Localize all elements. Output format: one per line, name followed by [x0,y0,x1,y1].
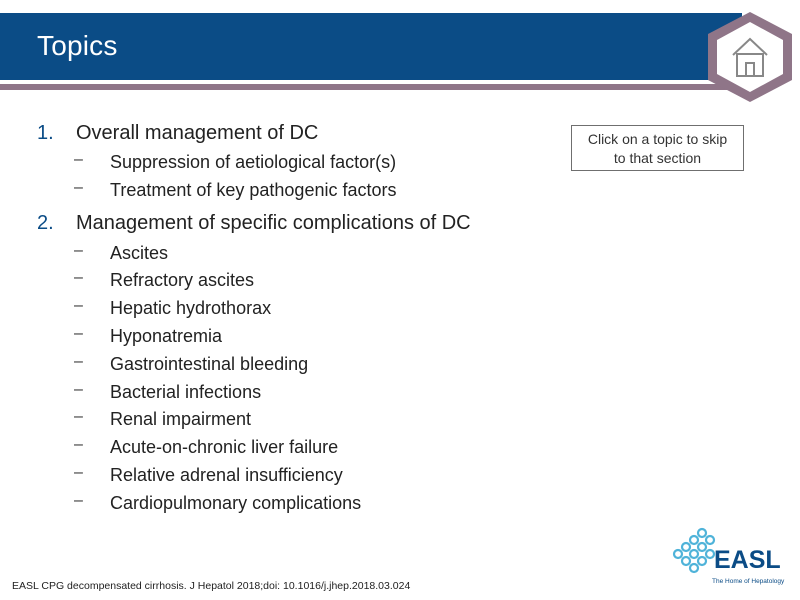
logo-name: EASL [714,546,781,574]
header-divider [0,84,760,90]
dash-bullet: – [74,491,83,509]
subitem-label: Hepatic hydrothorax [110,298,272,319]
subitem-label: Renal impairment [110,409,252,430]
subitem-renal-impairment[interactable] [0,408,560,436]
dash-bullet: – [74,380,83,398]
subitem-cardiopulmonary[interactable] [0,492,560,520]
topic-number: 2. [37,211,54,234]
subitem-label: Suppression of aetiological factor(s) [110,152,397,172]
subitem-hyponatremia[interactable] [0,325,560,353]
subitem-label: Acute-on-chronic liver failure [110,437,339,458]
dash-bullet: – [74,408,83,426]
subitem-label: Refractory ascites [110,270,255,291]
home-button[interactable] [706,10,794,104]
subitem-suppression[interactable] [0,151,560,179]
easl-logo-icon [674,529,714,572]
topic-label: Management of specific complications of DC [76,211,471,234]
subitem-label: Treatment of key pathogenic factors [110,179,397,200]
easl-logo [672,526,790,588]
hint-box [571,125,744,171]
subitem-label: Cardiopulmonary complications [110,492,362,513]
topics-list [0,122,560,520]
subitem-gastrointestinal-bleeding[interactable] [0,353,560,381]
subitem-label: Relative adrenal insufficiency [110,464,343,485]
topic-1[interactable] [0,122,560,151]
subitem-label: Ascites [110,242,169,263]
dash-bullet: – [74,324,83,342]
topic-1-subitems [0,151,560,207]
subitem-adrenal-insufficiency[interactable] [0,464,560,492]
subitem-refractory-ascites[interactable] [0,269,560,297]
dash-bullet: – [74,463,83,481]
dash-bullet: – [74,151,83,168]
subitem-ascites[interactable] [0,242,560,270]
dash-bullet: – [74,241,83,259]
dash-bullet: – [74,352,83,370]
topic-number: 1. [37,122,54,144]
subitem-treatment[interactable] [0,179,560,207]
subitem-label: Hyponatremia [110,325,223,346]
topic-2-subitems [0,242,560,520]
subitem-bacterial-infections[interactable] [0,381,560,409]
dash-bullet: – [74,178,83,196]
logo-tagline: The Home of Hepatology [712,578,785,585]
dash-bullet: – [74,269,83,287]
subitem-hepatic-hydrothorax[interactable] [0,297,560,325]
subitem-label: Bacterial infections [110,381,262,402]
hint-line-1: Click on a topic to skip [587,131,728,147]
dash-bullet: – [74,436,83,454]
topic-label: Overall management of DC [76,122,319,144]
page-title: Topics [37,30,118,61]
subitem-label: Gastrointestinal bleeding [110,353,309,374]
topic-2[interactable] [0,212,560,242]
subitem-aclf[interactable] [0,436,560,464]
dash-bullet: – [74,297,83,315]
hint-line-2: to that section [613,150,702,166]
footer-citation: EASL CPG decompensated cirrhosis. J Hepatol 2018;doi: 10.1016/j.jhep.2018.03.024 [12,580,411,592]
